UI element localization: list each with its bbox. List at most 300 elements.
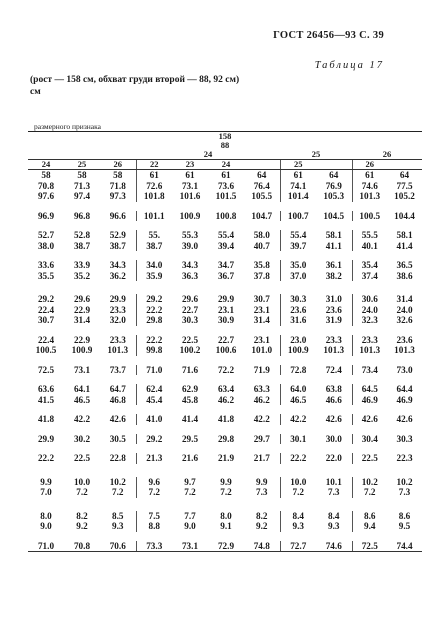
table-cell: 8.6: [352, 511, 387, 522]
table-cell: 32.3: [352, 315, 387, 326]
table-cell: 74.8: [244, 541, 280, 552]
table-cell: 71.6: [181, 364, 199, 375]
table-row: [28, 315, 422, 326]
group-spacer: [28, 202, 422, 211]
table-row: [28, 487, 422, 498]
table-cell: 72.8: [280, 365, 316, 376]
table-cell: 23.6: [396, 334, 413, 345]
table-cell: 22.2: [280, 453, 316, 464]
height-value: 158: [218, 131, 232, 141]
table-cell: 46.8: [109, 394, 126, 405]
table-cell: 9.4: [352, 521, 387, 532]
table-row: [28, 477, 422, 488]
table-cell: 96.9: [37, 210, 55, 221]
table-cell: 73.7: [109, 364, 126, 375]
table-cell: 100.7: [280, 211, 316, 222]
table-cell: 10.2: [352, 477, 387, 488]
measurements-table: [28, 131, 422, 552]
table-cell: 30.9: [217, 315, 235, 325]
column-header: 24: [28, 160, 64, 170]
table-cell: 74.6: [352, 181, 387, 192]
table-cell: 30.3: [396, 433, 413, 444]
table-cell: 9.2: [256, 521, 268, 531]
group-spacer: [28, 375, 422, 384]
table-cell: 38.2: [325, 270, 342, 281]
table-cell: 72.6: [136, 181, 172, 192]
table-cell: 73.3: [136, 541, 172, 552]
table-cell: 23.0: [280, 335, 316, 346]
table-cell: 63.4: [217, 384, 235, 394]
table-cell: 100.9: [280, 345, 316, 356]
table-cell: 64.4: [396, 384, 413, 394]
table-cell: 22.5: [352, 453, 387, 464]
table-cell: 22.2: [136, 305, 172, 316]
table-cell: 23.1: [253, 334, 270, 345]
table-cell: 23.1: [253, 304, 270, 315]
table-row: [28, 211, 422, 222]
table-cell: 100.9: [179, 210, 201, 221]
table-cell: 22.7: [217, 334, 235, 345]
table-cell: 7.2: [352, 487, 387, 498]
table-cell: 101.3: [352, 345, 387, 356]
table-number-label: Таблица 17: [314, 60, 384, 71]
table-cell: 23.3: [352, 335, 387, 346]
table-cell: 101.3: [107, 345, 129, 355]
table-cell: 61: [185, 170, 195, 180]
table-cell: 45.8: [181, 394, 199, 405]
table-cell: 96.8: [73, 210, 91, 221]
table-cell: 42.6: [325, 414, 342, 424]
table-cell: 38.0: [37, 240, 55, 251]
chest-group-label: 24: [136, 150, 280, 160]
table-cell: 23.6: [325, 304, 342, 315]
table-cell: 63.8: [325, 384, 342, 394]
table-cell: 72.5: [37, 364, 55, 375]
table-row: [28, 335, 422, 346]
table-cell: 55.4: [280, 230, 316, 241]
page-header-title: ГОСТ 26456—93 С. 39: [273, 30, 384, 41]
group-spacer: [28, 326, 422, 335]
group-spacer: [28, 221, 422, 230]
table-cell: 74.1: [280, 181, 316, 192]
table-cell: 7.5: [136, 511, 172, 522]
group-spacer: [28, 405, 422, 414]
table-cell: 21.7: [253, 453, 270, 463]
table-cell: 73.6: [217, 180, 235, 191]
table-cell: 37.4: [352, 271, 387, 282]
table-cell: 100.6: [215, 345, 237, 355]
table-cell: 34.3: [109, 260, 126, 270]
table-row: [28, 191, 422, 202]
table-cell: 30.6: [352, 294, 387, 305]
table-cell: 70.6: [100, 541, 136, 552]
table-cell: 9.9: [256, 476, 268, 487]
table-cell: 100.5: [352, 211, 387, 222]
table-cell: 72.9: [208, 541, 244, 552]
table-cell: 7.0: [40, 487, 52, 497]
table-row: [28, 453, 422, 464]
table-cell: 46.2: [217, 394, 235, 405]
group-spacer: [28, 281, 422, 294]
table-cell: 32.6: [396, 315, 413, 325]
table-cell: 10.1: [325, 476, 342, 487]
column-header: [387, 160, 422, 170]
table-cell: 101.3: [352, 191, 387, 202]
table-cell: 41.8: [37, 414, 55, 424]
table-cell: 39.4: [217, 240, 235, 251]
table-cell: 73.1: [172, 541, 208, 552]
table-cell: 101.3: [394, 345, 415, 355]
table-cell: 22.7: [181, 304, 199, 315]
table-cell: 97.6: [37, 191, 55, 201]
column-header: [316, 160, 352, 170]
table-cell: 8.4: [328, 510, 340, 521]
table-cell: 38.6: [396, 270, 413, 281]
table-cell: 70.8: [64, 541, 100, 552]
table-cell: 22.9: [73, 334, 91, 345]
table-cell: 29.6: [181, 294, 199, 304]
table-cell: 61: [136, 170, 172, 181]
table-cell: 41.5: [37, 394, 55, 405]
table-cell: 8.2: [256, 510, 268, 521]
table-cell: 7.2: [76, 487, 88, 497]
table-cell: 22.9: [73, 304, 91, 315]
table-cell: 29.8: [136, 315, 172, 326]
table-cell: 22.4: [37, 334, 55, 345]
table-cell: 72.2: [217, 364, 235, 375]
table-cell: 40.1: [352, 241, 387, 252]
table-cell: 42.6: [396, 414, 413, 424]
column-header: 25: [280, 160, 316, 170]
table-cell: 7.3: [328, 487, 340, 497]
table-cell: 23.6: [280, 305, 316, 316]
table-cell: 9.1: [220, 521, 232, 531]
table-cell: 9.6: [136, 477, 172, 488]
table-cell: 29.9: [109, 294, 126, 304]
table-cell: 52.9: [109, 230, 126, 240]
table-cell: 42.2: [253, 414, 270, 424]
table-cell: 105.2: [394, 191, 415, 201]
table-cell: 10.0: [280, 477, 316, 488]
table-cell: 22.0: [325, 453, 342, 463]
table-cell: 64.7: [109, 384, 126, 394]
chest-value: 88: [220, 140, 230, 150]
table-cell: 42.2: [280, 414, 316, 425]
table-cell: 9.5: [398, 521, 411, 531]
table-cell: 35.8: [253, 260, 270, 270]
table-cell: 29.2: [37, 294, 55, 304]
table-cell: 22.5: [73, 453, 91, 463]
table-cell: 36.2: [109, 270, 126, 281]
table-cell: 7.2: [112, 487, 124, 497]
table-cell: 21.6: [181, 453, 199, 463]
table-cell: 58: [41, 170, 51, 180]
table-row: [28, 241, 422, 252]
table-cell: 8.2: [76, 510, 88, 521]
table-cell: 32.0: [109, 315, 126, 325]
table-cell: 74.4: [387, 541, 422, 552]
table-cell: 36.1: [325, 260, 342, 270]
table-cell: 101.3: [323, 345, 345, 355]
table-cell: 46.6: [325, 394, 342, 405]
group-spacer: [28, 251, 422, 260]
table-cell: 70.8: [37, 180, 55, 191]
column-header: 26: [100, 160, 136, 170]
table-cell: 104.4: [394, 210, 415, 221]
table-cell: 30.4: [352, 434, 387, 445]
column-header-row: [28, 160, 422, 170]
table-cell: 35.4: [352, 260, 387, 271]
table-cell: 105.5: [251, 191, 273, 201]
table-row: [28, 260, 422, 271]
table-cell: 52.8: [73, 230, 91, 240]
table-cell: 105.3: [323, 191, 345, 201]
table-cell: 31.9: [325, 315, 342, 325]
table-cell: 41.8: [217, 414, 235, 424]
table-cell: 10.2: [396, 476, 413, 487]
table-row: [28, 384, 422, 395]
table-cell: 101.4: [280, 191, 316, 202]
caption-unit: см: [30, 87, 41, 97]
table-cell: 33.9: [73, 260, 91, 270]
table-row: [28, 170, 422, 181]
table-cell: 72.5: [352, 541, 387, 552]
table-cell: 30.5: [109, 433, 126, 444]
table-cell: 7.2: [184, 487, 196, 497]
table-cell: 71.3: [73, 180, 91, 191]
table-cell: 9.9: [220, 476, 232, 487]
table-cell: 36.7: [217, 270, 235, 281]
table-cell: 73.4: [352, 365, 387, 376]
table-cell: 33.6: [37, 260, 55, 270]
table-cell: 62.4: [136, 384, 172, 395]
table-cell: 22.5: [181, 334, 199, 345]
table-cell: 101.6: [179, 191, 201, 201]
table-cell: 58: [113, 170, 123, 180]
table-row: [28, 271, 422, 282]
table-cell: 101.0: [251, 345, 273, 355]
table-cell: 31.4: [73, 315, 91, 325]
table-cell: 34.7: [217, 260, 235, 270]
table-cell: 38.7: [73, 240, 91, 251]
table-cell: 30.1: [280, 434, 316, 445]
size-feature-column-label: размерного признака: [34, 122, 101, 131]
table-row: [28, 434, 422, 445]
table-cell: 104.5: [323, 210, 345, 221]
group-spacer: [28, 356, 422, 365]
table-cell: 7.3: [256, 487, 268, 497]
table-cell: 46.2: [253, 394, 270, 405]
table-cell: 36.5: [396, 260, 413, 270]
table-cell: 63.6: [37, 384, 55, 394]
table-cell: 30.3: [181, 315, 199, 325]
chest-group-label: 26: [352, 150, 422, 160]
table-cell: 10.0: [73, 476, 91, 487]
table-cell: 22.3: [396, 453, 413, 463]
table-row: [28, 294, 422, 305]
table-cell: 71.9: [253, 364, 270, 375]
table-cell: 30.2: [73, 433, 91, 444]
table-cell: 73.1: [73, 364, 91, 375]
chest-group-label: 25: [280, 150, 352, 160]
table-cell: 24.0: [396, 304, 413, 315]
table-cell: 72.4: [325, 364, 342, 375]
table-cell: 46.5: [73, 394, 91, 405]
table-cell: 97.4: [73, 191, 91, 201]
table-cell: 9.3: [328, 521, 340, 531]
table-cell: 61: [352, 170, 387, 181]
table-cell: 64.1: [73, 384, 91, 394]
table-cell: 31.6: [280, 315, 316, 326]
table-cell: 64.5: [352, 384, 387, 395]
table-cell: 8.0: [40, 510, 52, 521]
table-cell: 22.2: [136, 335, 172, 346]
table-cell: 36.3: [181, 270, 199, 281]
table-cell: 42.6: [352, 414, 387, 425]
table-cell: 9.9: [40, 476, 52, 487]
table-cell: 77.5: [396, 180, 413, 191]
table-cell: 22.4: [37, 304, 55, 315]
table-cell: 73.0: [396, 364, 413, 375]
table-cell: 58.1: [396, 230, 413, 240]
table-row: [28, 541, 422, 552]
table-row: [28, 414, 422, 425]
table-cell: 29.2: [136, 434, 172, 445]
table-cell: 46.9: [396, 394, 413, 405]
table-cell: 71.0: [28, 541, 64, 552]
table-cell: 76.4: [253, 180, 270, 191]
table-row: [28, 521, 422, 532]
table-cell: 61: [280, 170, 316, 181]
table-cell: 76.9: [325, 180, 342, 191]
table-row: [28, 365, 422, 376]
table-cell: 8.8: [136, 521, 172, 532]
table-cell: 29.6: [73, 294, 91, 304]
measurements-grid: [28, 132, 422, 552]
table-cell: 71.8: [109, 180, 126, 191]
table-row: [28, 511, 422, 522]
table-cell: 64.0: [280, 384, 316, 395]
column-header: 24: [208, 160, 244, 170]
table-cell: 101.5: [215, 191, 237, 201]
table-cell: 74.6: [316, 541, 352, 552]
table-cell: 42.6: [109, 414, 126, 424]
table-cell: 9.3: [280, 521, 316, 532]
table-cell: 63.3: [253, 384, 270, 394]
table-cell: 29.9: [217, 294, 235, 304]
table-cell: 31.4: [396, 294, 413, 304]
table-cell: 29.2: [136, 294, 172, 305]
table-cell: 29.7: [253, 433, 270, 444]
table-cell: 38.7: [109, 240, 126, 251]
table-cell: 39.0: [181, 240, 199, 251]
table-cell: 55.5: [352, 230, 387, 241]
table-cell: 29.9: [37, 433, 55, 444]
column-header: 26: [352, 160, 387, 170]
table-cell: 7.2: [280, 487, 316, 498]
table-cell: 46.9: [352, 395, 387, 406]
table-cell: 30.3: [280, 294, 316, 305]
table-cell: 29.5: [181, 433, 199, 444]
table-cell: 40.7: [253, 240, 270, 251]
table-cell: 21.9: [217, 453, 235, 463]
table-cell: 37.8: [253, 270, 270, 281]
table-cell: 41.0: [136, 414, 172, 425]
table-cell: 73.1: [181, 180, 199, 191]
table-cell: 23.1: [217, 304, 235, 315]
table-cell: 64: [329, 170, 339, 180]
column-header: 25: [64, 160, 100, 170]
column-header: [244, 160, 280, 170]
table-cell: 45.4: [136, 395, 172, 406]
table-cell: 7.7: [184, 510, 196, 521]
table-cell: 37.0: [280, 271, 316, 282]
table-cell: 100.9: [71, 345, 93, 355]
table-cell: 101.1: [136, 211, 172, 222]
group-spacer: [28, 532, 422, 541]
table-cell: 64: [399, 170, 410, 180]
table-cell: 34.0: [136, 260, 172, 271]
table-cell: 38.7: [136, 241, 172, 252]
group-spacer: [28, 425, 422, 434]
table-cell: 61: [221, 170, 231, 180]
column-header: 22: [136, 160, 172, 170]
table-cell: 9.0: [40, 521, 52, 531]
table-cell: 34.3: [181, 260, 199, 270]
table-cell: 71.0: [136, 365, 172, 376]
table-cell: 62.9: [181, 384, 199, 394]
table-cell: 29.8: [217, 433, 235, 444]
table-row: [28, 305, 422, 316]
table-row: [28, 395, 422, 406]
table-cell: 41.4: [396, 240, 413, 251]
table-cell: 41.1: [325, 240, 342, 251]
table-cell: 10.2: [109, 476, 126, 487]
table-row: [28, 230, 422, 241]
table-cell: 23.3: [109, 334, 126, 345]
table-cell: 58: [77, 170, 87, 180]
column-header: 23: [172, 160, 208, 170]
table-cell: 39.7: [280, 241, 316, 252]
table-cell: 7.2: [220, 487, 232, 497]
table-cell: 21.3: [136, 453, 172, 464]
table-cell: 30.0: [325, 433, 342, 444]
table-cell: 99.8: [136, 345, 172, 356]
table-cell: 31.0: [325, 294, 342, 304]
table-cell: 24.0: [352, 305, 387, 316]
group-spacer: [28, 498, 422, 511]
table-cell: 23.3: [325, 334, 342, 345]
table-cell: 55.3: [181, 230, 199, 240]
table-cell: 35.0: [280, 260, 316, 271]
table-cell: 55.: [136, 230, 172, 241]
table-cell: 8.4: [280, 511, 316, 522]
caption-line-1: (рост — 158 см, обхват груди второй — 88, 92 см): [30, 75, 240, 85]
table-cell: 35.9: [136, 271, 172, 282]
table-cell: 55.4: [217, 230, 235, 240]
table-cell: 31.4: [253, 315, 270, 325]
group-spacer: [28, 444, 422, 453]
table-cell: 30.7: [253, 294, 270, 304]
table-cell: 104.7: [251, 210, 273, 221]
table-cell: 100.2: [179, 345, 201, 355]
table-cell: 9.3: [112, 521, 124, 531]
table-cell: 46.5: [280, 395, 316, 406]
table-cell: 64: [257, 170, 267, 180]
table-cell: 58.1: [325, 230, 342, 240]
table-cell: 58.0: [253, 230, 270, 240]
table-cell: 100.5: [35, 345, 57, 355]
